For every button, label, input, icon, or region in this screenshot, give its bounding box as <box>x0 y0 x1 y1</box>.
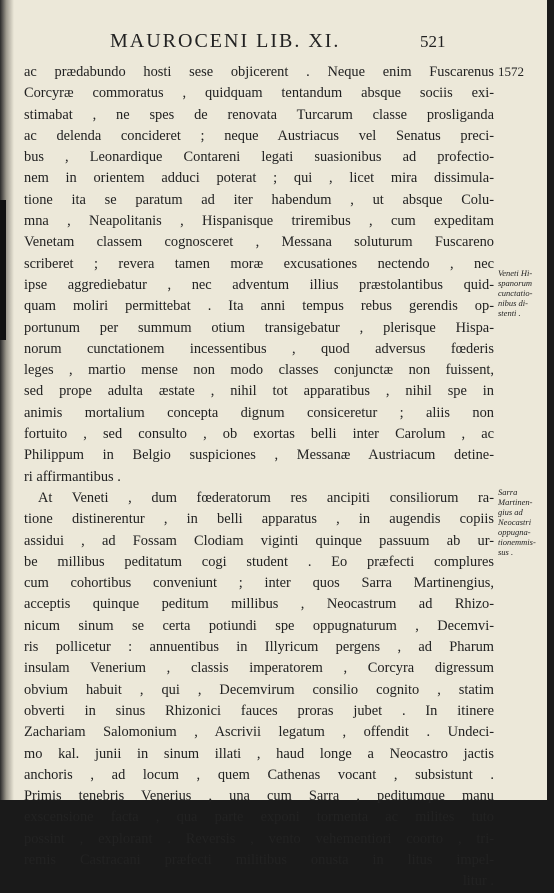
margin-year: 1572 <box>498 64 524 79</box>
text-line: At Veneti , dum fœderatorum res ancipiti consiliorum ra- <box>38 489 494 506</box>
text-line: tione ita se paratum ad iter habendum , ut absque Colu- <box>24 191 494 208</box>
text-line: exscensione facta , qua parte exponi tormenta ac milites tuto <box>24 809 494 826</box>
text-line: mna , Neapolitanis , Hispanisque triremibus , cum expeditam <box>24 213 494 230</box>
text-line: stimabat , ne spes de renovata Turcarum classe prosliganda <box>24 106 494 123</box>
margin-note-line: tionemmis- <box>498 537 536 547</box>
text-line: norum cunctationem incessentibus , quod adversus fœderis <box>24 340 494 357</box>
text-line: nem in orientem adduci poterat ; qui , licet mira dissimula- <box>24 170 494 187</box>
text-line: portunum per summum otium transigebatur , plerisque Hispa- <box>24 319 494 336</box>
margin-note-line: nibus di- <box>498 298 528 308</box>
margin-note-line: spanorum <box>498 278 533 288</box>
text-line: Venetam classem cognosceret , Messana soluturum Fuscareno <box>24 234 494 251</box>
text-line: bus , Leonardique Contareni legati suasionibus ad profectio- <box>24 149 494 166</box>
text-line: obvium habuit , qui , Decemvirum consilio cognito , statim <box>24 681 494 698</box>
text-line: scriberet ; revera tamen moræ excusationes nectendo , nec <box>24 255 494 272</box>
text-line: sed prope adulta æstate , nihil tot apparatibus , nihil spe in <box>24 383 494 400</box>
margin-note-line: Sarra <box>498 487 518 497</box>
margin-note <box>498 487 550 557</box>
margin-note-line: sus . <box>498 547 514 557</box>
margin-note-line: stenti . <box>498 308 521 318</box>
text-line: litur . <box>462 873 494 890</box>
text-line: Philippum in Belgio suspiciones , Messanæ Austriacum detine- <box>24 447 494 464</box>
margin-note-line: cunctatio- <box>498 288 533 298</box>
text-line: ac prædabundo hosti sese objicerent . Neque enim Fuscarenus <box>24 64 494 80</box>
text-line: mo kal. junii in sinum illati , haud longe a Neocastro jactis <box>24 745 494 762</box>
text-line: fortuito , sed consulto , ob exortas belli inter Carolum , ac <box>24 426 494 443</box>
text-line: be millibus peditatum cogi student . Eo præfecti complures <box>24 553 494 570</box>
margin-note-line: Martinen- <box>498 497 533 507</box>
text-line: obverti in sinus Rhizonici fauces proras jubet . In itinere <box>24 702 494 719</box>
margin-note-line: Veneti Hi- <box>498 268 533 278</box>
gutter-shadow <box>0 0 14 800</box>
text-line: assidui , ad Fossam Clodiam viginti quinque passuum ab ur- <box>24 532 494 549</box>
running-title: MAUROCENI LIB. XI. <box>110 30 341 52</box>
text-line: ri affirmantibus . <box>24 468 121 485</box>
margin-note-line: Neocastri <box>498 517 532 527</box>
text-line: nicum sinum se certa potiundi spe oppugnaturum , Decemvi- <box>24 617 494 634</box>
page-header <box>0 30 547 56</box>
text-line: ipse aggrediebatur , nec adventum illius præstolantibus quid- <box>24 276 494 293</box>
text-line: tione distinerentur , in belli apparatus , in augendis copiis <box>24 511 494 528</box>
page-edge <box>0 200 6 340</box>
text-line: Primis tenebris Venerius , una cum Sarra , peditumque manu <box>24 788 494 805</box>
text-line: cum cohortibus conveniunt ; inter quos Sarra Martinengius, <box>24 575 494 592</box>
text-line: ac delenda concideret ; neque Austriacus vel Senatus preci- <box>24 127 494 144</box>
text-line: Corcyræ commoratus , quidquam tentandum absque sociis exi- <box>24 85 494 102</box>
margin-note <box>498 268 550 318</box>
text-line: possint , explorant . Reversis , vento vehementiori coorto , tri- <box>24 830 494 847</box>
text-line: leges , martio mense non modo classes conjunctæ non fuissent, <box>24 362 494 379</box>
body-text <box>24 62 494 893</box>
text-line: anchoris , ad locum , quem Cathenas vocant , subsistunt . <box>24 766 494 783</box>
text-line: insulam Venerium , classis imperatorem , Corcyra digressum <box>24 660 494 677</box>
text-line: remis Castracani præfecti militibus onusta in litus impel- <box>24 851 494 868</box>
page-number: 521 <box>420 32 446 51</box>
text-line: quam moliri permittebat . Ita anni tempus rebus gerendis op- <box>24 298 494 315</box>
text-line: ris pollicetur : annuentibus in Illyricum pergens , ad Pharum <box>24 639 494 656</box>
margin-note-line: oppugna- <box>498 527 531 537</box>
margin-note-line: gius ad <box>498 507 523 517</box>
text-line: Zachariam Salomonium , Ascrivii legatum , offendit . Undeci- <box>24 724 494 741</box>
text-line: animis mortalium concepta dignum consiceretur ; aliis non <box>24 404 494 421</box>
text-line: acceptis quinque peditum millibus , Neocastrum ad Rhizo- <box>24 596 494 613</box>
